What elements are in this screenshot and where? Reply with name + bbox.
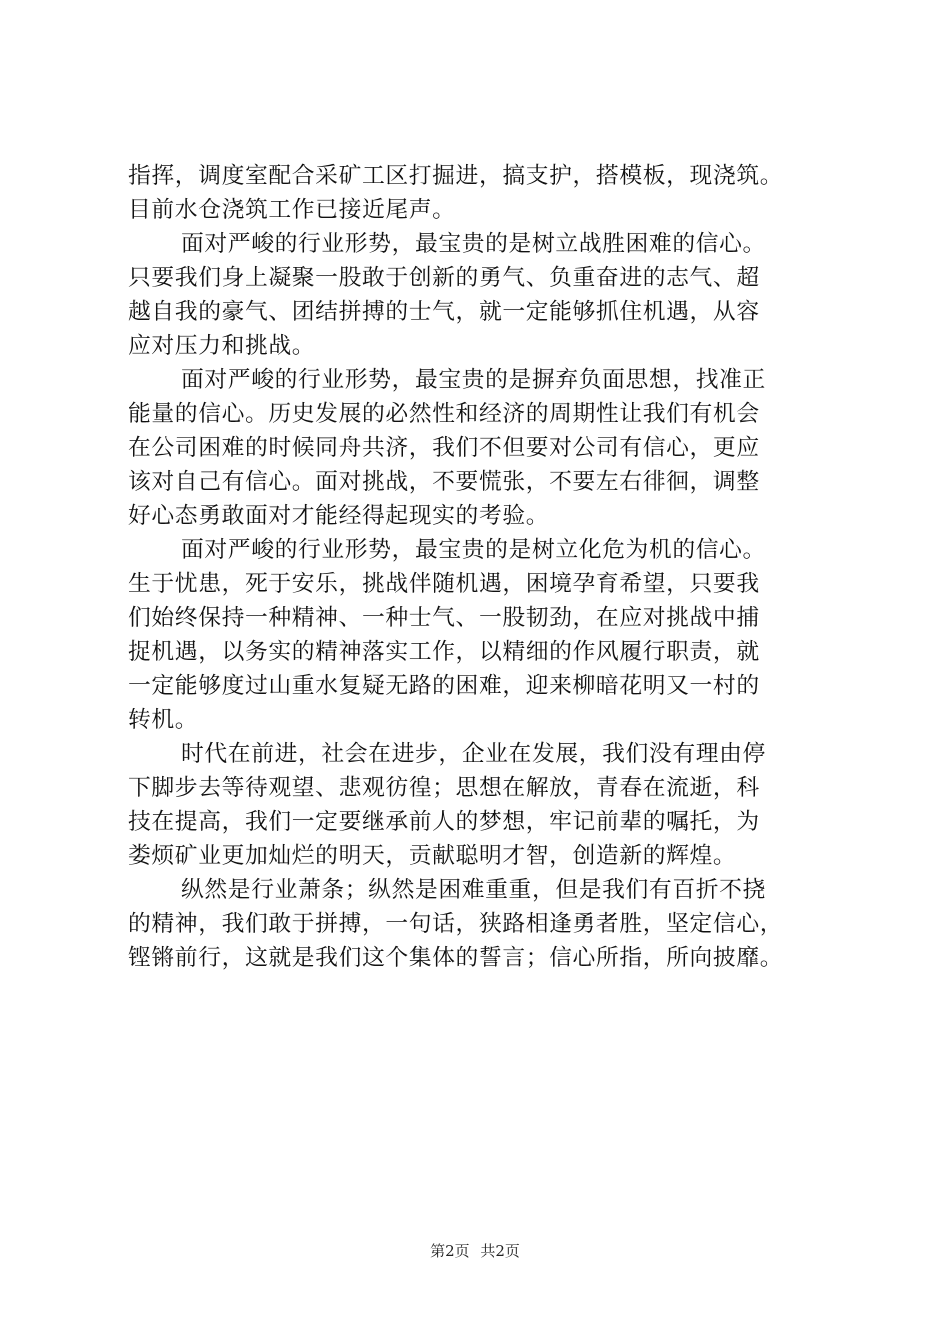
page-number-total: 共2页 <box>480 1242 520 1260</box>
text-line: 的精神，我们敢于拼搏，一句话，狭路相逢勇者胜，坚定信心， <box>128 911 784 937</box>
text-line: 捉机遇，以务实的精神落实工作，以精细的作风履行职责，就 <box>128 639 760 665</box>
paragraph-first-line: 时代在前进，社会在进步，企业在发展，我们没有理由停 <box>181 741 766 767</box>
page-footer <box>0 1241 950 1261</box>
paragraph-first-line: 面对严峻的行业形势，最宝贵的是树立化危为机的信心。 <box>181 537 766 563</box>
text-line: 能量的信心。历史发展的必然性和经济的周期性让我们有机会 <box>128 401 760 427</box>
text-line: 娄烦矿业更加灿烂的明天，贡献聪明才智，创造新的辉煌。 <box>128 843 737 869</box>
text-line: 目前水仓浇筑工作已接近尾声。 <box>128 197 456 223</box>
text-line: 们始终保持一种精神、一种士气、一股韧劲，在应对挑战中捕 <box>128 605 760 631</box>
text-line: 该对自己有信心。面对挑战，不要慌张，不要左右徘徊，调整 <box>128 469 760 495</box>
document-body <box>128 159 848 975</box>
paragraph-first-line: 面对严峻的行业形势，最宝贵的是摒弃负面思想，找准正 <box>181 367 766 393</box>
text-line: 生于忧患，死于安乐，挑战伴随机遇，困境孕育希望，只要我 <box>128 571 760 597</box>
text-line: 一定能够度过山重水复疑无路的困难，迎来柳暗花明又一村的 <box>128 673 760 699</box>
text-line: 好心态勇敢面对才能经得起现实的考验。 <box>128 503 550 529</box>
page-number-current: 第2页 <box>430 1242 470 1260</box>
paragraph-first-line: 面对严峻的行业形势，最宝贵的是树立战胜困难的信心。 <box>181 231 766 257</box>
text-line: 应对压力和挑战。 <box>128 333 316 359</box>
paragraph-first-line: 纵然是行业萧条；纵然是困难重重，但是我们有百折不挠 <box>181 877 766 903</box>
text-line: 指挥，调度室配合采矿工区打掘进，搞支护，搭模板，现浇筑。 <box>128 163 784 189</box>
text-line: 下脚步去等待观望、悲观彷徨；思想在解放，青春在流逝，科 <box>128 775 760 801</box>
text-line: 铿锵前行，这就是我们这个集体的誓言；信心所指，所向披靡。 <box>128 945 784 971</box>
text-line: 在公司困难的时候同舟共济，我们不但要对公司有信心，更应 <box>128 435 760 461</box>
text-line: 越自我的豪气、团结拼搏的士气，就一定能够抓住机遇，从容 <box>128 299 760 325</box>
text-line: 技在提高，我们一定要继承前人的梦想，牢记前辈的嘱托，为 <box>128 809 760 835</box>
text-line: 只要我们身上凝聚一股敢于创新的勇气、负重奋进的志气、超 <box>128 265 760 291</box>
text-line: 转机。 <box>128 707 199 733</box>
